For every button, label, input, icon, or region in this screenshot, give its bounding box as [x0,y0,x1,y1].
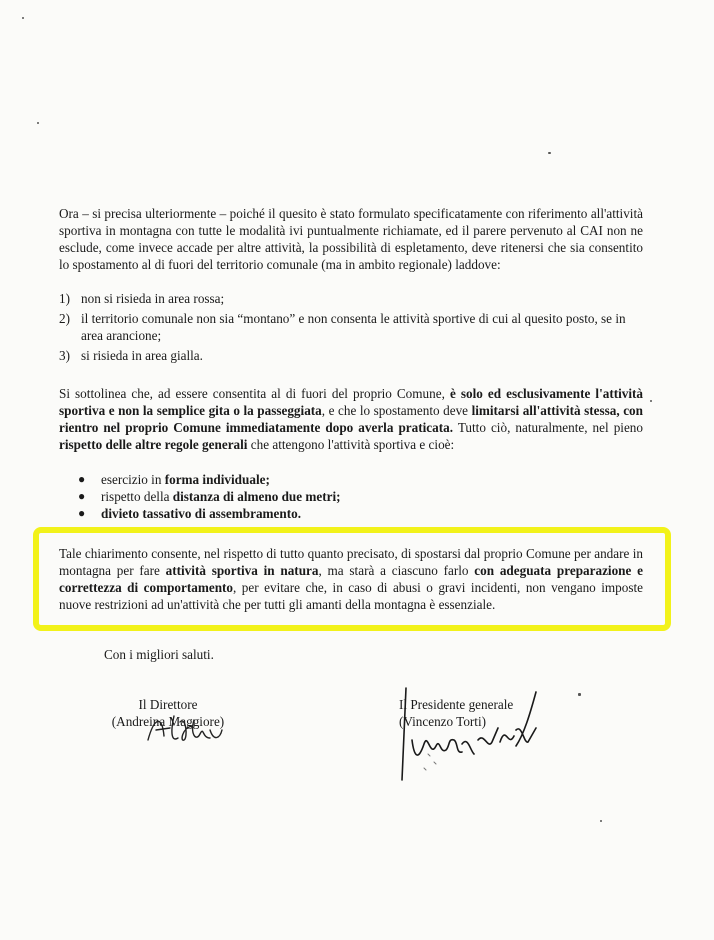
text-run: Si sottolinea che, ad essere consentita al di fuori del proprio Comune, [59,386,450,401]
text-run: che attengono l'attività sportiva e cioè: [247,437,455,453]
president-signature [388,684,558,794]
scan-speck [22,17,24,19]
text-run: , per evitare che, in caso di abusi o gravi incidenti, non vengano imposte nuove restrizioni ad un'attività che per tutti gli amanti della montagna è essenziale. [59,580,643,613]
scan-speck [548,152,551,154]
rule-item [76,488,636,505]
condition-number: 1) [59,291,70,306]
bold-run: rispetto delle altre regole generali [59,437,248,453]
activity-paragraph [59,385,643,453]
bold-run: divieto tassativo di assembramento. [101,506,302,522]
scan-speck [600,820,602,822]
condition-text: non si risieda in area rossa; [81,291,225,306]
rule-item [76,471,636,488]
condition-text: il territorio comunale non sia “montano” e non consenta le attività sportive di cui al quesito posto, se in area arancione; [81,311,626,344]
signatory-role: Il Direttore [138,697,198,712]
closing-salutation: Con i migliori saluti. [104,647,214,662]
condition-item [59,347,643,364]
signatory-role: Il Presidente generale [399,697,514,712]
rule-item [76,505,636,522]
bullet-icon: ● [78,472,86,486]
bold-run: distanza di almeno due metri; [172,489,341,505]
intro-paragraph: Ora – si precisa ulteriormente – poiché il quesito è stato formulato specificatamente con riferimento all'attività sportiva in montagna con tutte le modalità ivi puntualmente richiamate, ed il parere pervenuto al CAI non ne esclude, come invece accade per altre attività, la possibilità di espletamento, deve ritenersi che sia consentito lo spostamento al di fuori del territorio comunale (ma in ambito regionale) laddove: [59,206,643,273]
text-run: rispetto della [101,489,173,505]
condition-text: si risieda in area gialla. [81,348,203,364]
bullet-icon: ● [78,506,86,521]
text-run: Tale chiarimento consente, nel rispetto di tutto quanto precisato, di spostarsi dal proprio Comune per andare in montagna per fare [59,546,643,579]
bold-run: con adeguata preparazione e correttezza di comportamento [59,563,643,596]
text-run: , e che lo spostamento deve [321,403,472,419]
text-run: esercizio in [101,472,165,487]
scan-speck [37,122,39,124]
text-run: , ma starà a ciascuno farlo [318,563,475,579]
conditions-list [59,290,643,364]
bold-run: limitarsi all'attività stessa, con rientro nel proprio Comune immediatamente dopo averla praticata. [59,403,643,436]
text-run: Tutto ciò, naturalmente, nel pieno [453,420,643,436]
signatory-name: (Andreina Maggiore) [111,714,225,729]
scan-speck [578,693,581,696]
bold-run: attività sportiva in natura [165,563,319,579]
condition-number: 3) [59,348,70,364]
scan-speck [650,400,652,402]
signatory-name: (Vincenzo Torti) [399,714,487,729]
bullet-icon: ● [78,489,86,504]
director-signature [140,708,240,748]
rules-list [76,471,636,522]
bold-run: forma individuale; [164,472,270,487]
condition-item [59,290,643,307]
condition-item [59,310,643,344]
highlighted-paragraph [59,545,643,613]
bold-run: è solo ed esclusivamente l'attività sportiva e non la semplice gita o la passeggiata [59,386,644,419]
condition-number: 2) [59,311,70,327]
